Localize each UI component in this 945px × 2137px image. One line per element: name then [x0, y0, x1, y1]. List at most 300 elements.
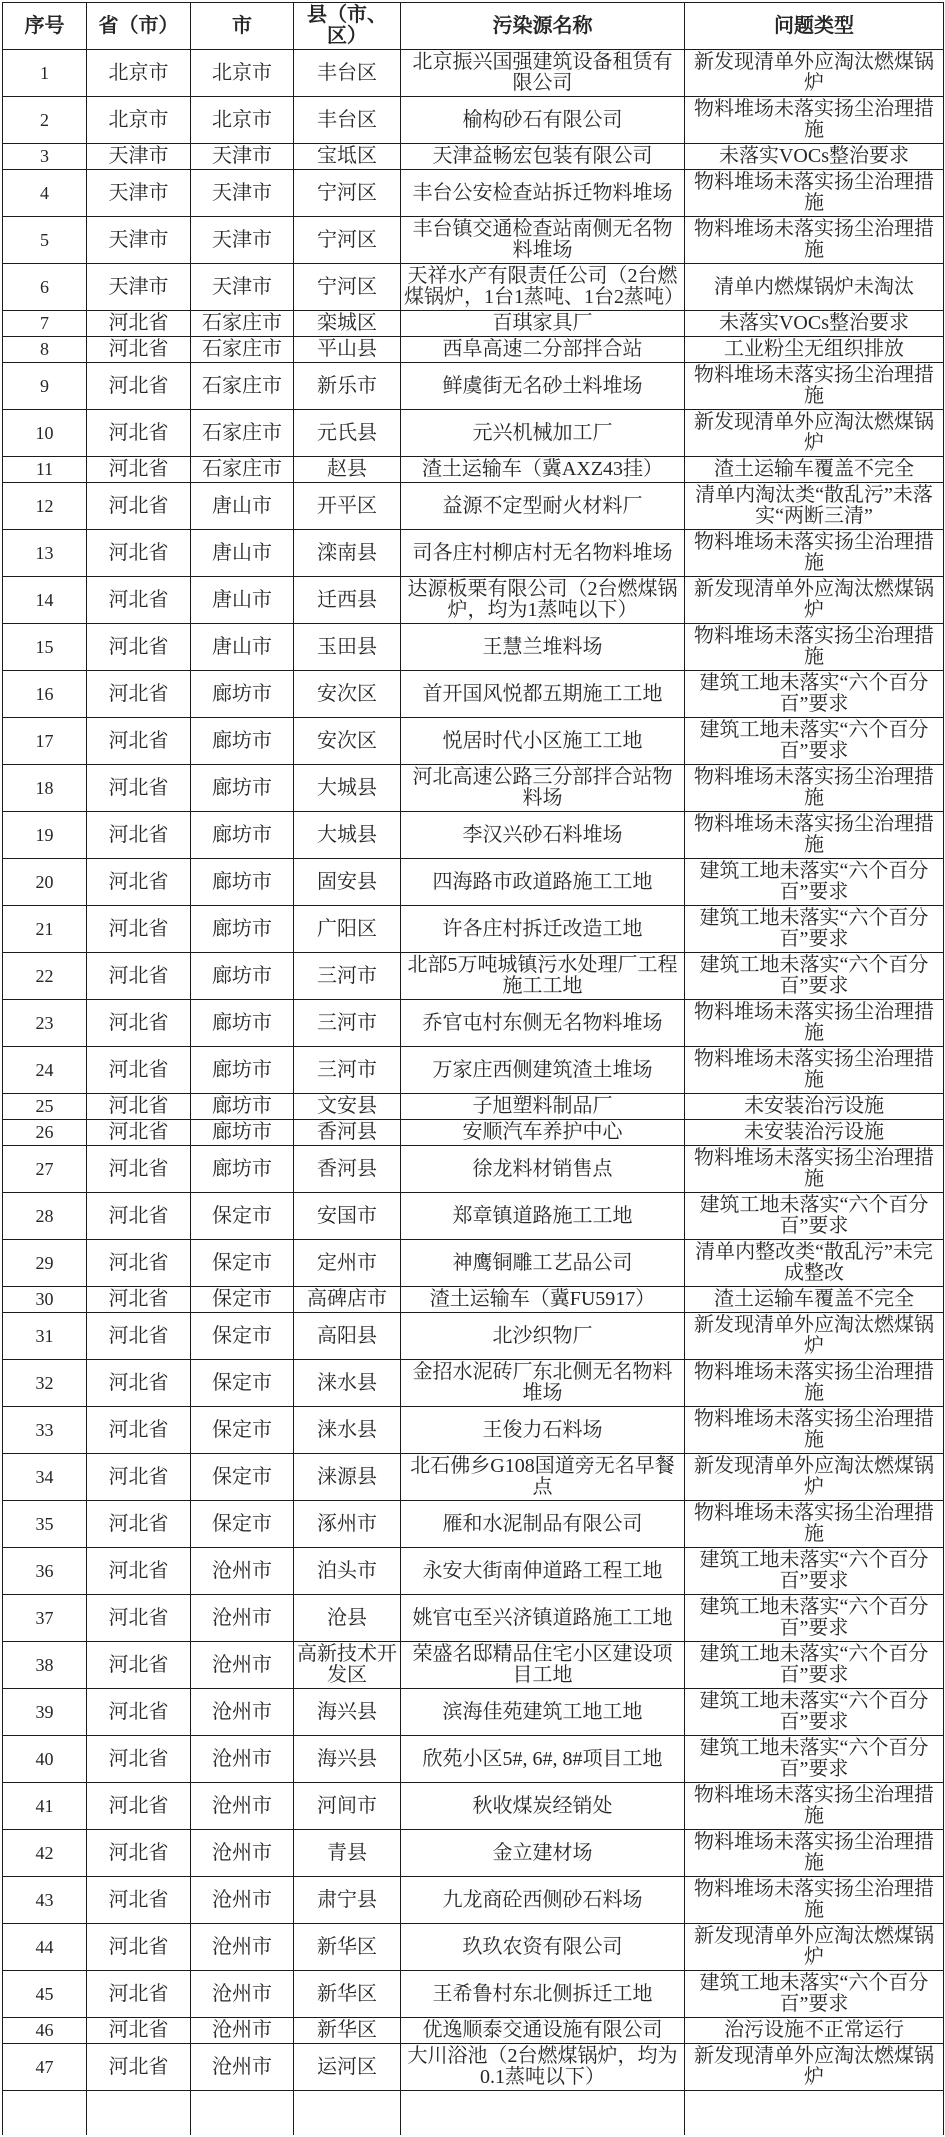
- cell-source-name: 首开国风悦都五期施工工地: [401, 671, 685, 718]
- cell-source-name: 北沙织物厂: [401, 1313, 685, 1360]
- cell-index: 42: [3, 1830, 87, 1877]
- cell-province: 河北省: [87, 1193, 191, 1240]
- cell-index: [3, 2091, 87, 2136]
- table-row: [3, 1287, 944, 1313]
- cell-city: 沧州市: [191, 1924, 294, 1971]
- cell-city: 北京市: [191, 50, 294, 97]
- cell-source-name: 王希鲁村东北侧拆迁工地: [401, 1971, 685, 2018]
- cell-problem-type: 清单内燃煤锅炉未淘汰: [685, 264, 944, 311]
- cell-province: 河北省: [87, 1595, 191, 1642]
- cell-county: 香河县: [294, 1146, 401, 1193]
- cell-province: 河北省: [87, 337, 191, 363]
- cell-problem-type: [685, 2091, 944, 2136]
- cell-city: 唐山市: [191, 530, 294, 577]
- cell-county: 海兴县: [294, 1736, 401, 1783]
- cell-problem-type: 清单内整改类“散乱污”未完成整改: [685, 1240, 944, 1287]
- table-row: [3, 1924, 944, 1971]
- cell-province: 天津市: [87, 170, 191, 217]
- cell-county: 安次区: [294, 718, 401, 765]
- table-row: [3, 264, 944, 311]
- table-row: [3, 1971, 944, 2018]
- cell-city: 唐山市: [191, 624, 294, 671]
- cell-province: 河北省: [87, 2018, 191, 2044]
- cell-province: 河北省: [87, 1783, 191, 1830]
- cell-index: 12: [3, 483, 87, 530]
- cell-county: 三河市: [294, 1000, 401, 1047]
- cell-problem-type: 物料堆场未落实扬尘治理措施: [685, 1407, 944, 1454]
- cell-province: 河北省: [87, 1830, 191, 1877]
- cell-province: 天津市: [87, 217, 191, 264]
- cell-index: 26: [3, 1120, 87, 1146]
- table-row: [3, 144, 944, 170]
- cell-city: 石家庄市: [191, 311, 294, 337]
- cell-city: 沧州市: [191, 1830, 294, 1877]
- cell-problem-type: 建筑工地未落实“六个百分百”要求: [685, 671, 944, 718]
- cell-source-name: 万家庄西侧建筑渣土堆场: [401, 1047, 685, 1094]
- cell-city: 石家庄市: [191, 410, 294, 457]
- cell-county: 丰台区: [294, 97, 401, 144]
- cell-province: 河北省: [87, 1313, 191, 1360]
- header-cell-index: 序号: [3, 3, 87, 50]
- table-row: [3, 170, 944, 217]
- cell-source-name: 滨海佳苑建筑工地工地: [401, 1689, 685, 1736]
- cell-index: 47: [3, 2044, 87, 2091]
- cell-province: 河北省: [87, 1971, 191, 2018]
- cell-city: 沧州市: [191, 1595, 294, 1642]
- cell-problem-type: 物料堆场未落实扬尘治理措施: [685, 1783, 944, 1830]
- cell-source-name: 雁和水泥制品有限公司: [401, 1501, 685, 1548]
- cell-city: 唐山市: [191, 483, 294, 530]
- cell-index: 6: [3, 264, 87, 311]
- cell-city: 保定市: [191, 1287, 294, 1313]
- cell-province: 河北省: [87, 311, 191, 337]
- cell-index: 17: [3, 718, 87, 765]
- cell-source-name: 丰台镇交通检查站南侧无名物料堆场: [401, 217, 685, 264]
- cell-county: 新华区: [294, 2018, 401, 2044]
- cell-problem-type: 建筑工地未落实“六个百分百”要求: [685, 1595, 944, 1642]
- cell-city: 保定市: [191, 1407, 294, 1454]
- cell-county: 运河区: [294, 2044, 401, 2091]
- cell-province: 河北省: [87, 1360, 191, 1407]
- cell-county: 涞源县: [294, 1454, 401, 1501]
- cell-problem-type: 建筑工地未落实“六个百分百”要求: [685, 1689, 944, 1736]
- cell-index: 18: [3, 765, 87, 812]
- table-row: [3, 457, 944, 483]
- cell-problem-type: 物料堆场未落实扬尘治理措施: [685, 1501, 944, 1548]
- cell-province: 河北省: [87, 1736, 191, 1783]
- cell-city: 沧州市: [191, 1689, 294, 1736]
- cell-source-name: 金招水泥砖厂东北侧无名物料堆场: [401, 1360, 685, 1407]
- table-row: [3, 1360, 944, 1407]
- cell-problem-type: 未落实VOCs整治要求: [685, 311, 944, 337]
- table-row: [3, 1595, 944, 1642]
- cell-problem-type: 物料堆场未落实扬尘治理措施: [685, 170, 944, 217]
- cell-source-name: 北京振兴国强建筑设备租赁有限公司: [401, 50, 685, 97]
- table-body: [3, 50, 944, 2136]
- cell-county: 开平区: [294, 483, 401, 530]
- cell-county: 新乐市: [294, 363, 401, 410]
- cell-county: 元氏县: [294, 410, 401, 457]
- table-row: [3, 1548, 944, 1595]
- cell-city: 石家庄市: [191, 363, 294, 410]
- cell-province: 河北省: [87, 1548, 191, 1595]
- cell-county: 安次区: [294, 671, 401, 718]
- cell-index: 33: [3, 1407, 87, 1454]
- header-row: [3, 3, 944, 50]
- table-row: [3, 1193, 944, 1240]
- cell-problem-type: 建筑工地未落实“六个百分百”要求: [685, 906, 944, 953]
- cell-province: 河北省: [87, 859, 191, 906]
- cell-source-name: 优逸顺泰交通设施有限公司: [401, 2018, 685, 2044]
- cell-index: 15: [3, 624, 87, 671]
- header-cell-source-name: 污染源名称: [401, 3, 685, 50]
- cell-source-name: 王慧兰堆料场: [401, 624, 685, 671]
- cell-city: 北京市: [191, 97, 294, 144]
- cell-index: 11: [3, 457, 87, 483]
- cell-source-name: 安顺汽车养护中心: [401, 1120, 685, 1146]
- cell-city: 廊坊市: [191, 671, 294, 718]
- cell-county: 丰台区: [294, 50, 401, 97]
- cell-county: 新华区: [294, 1924, 401, 1971]
- cell-county: 沧县: [294, 1595, 401, 1642]
- cell-index: 25: [3, 1094, 87, 1120]
- cell-county: 固安县: [294, 859, 401, 906]
- cell-index: 4: [3, 170, 87, 217]
- cell-index: 43: [3, 1877, 87, 1924]
- table-row: [3, 2018, 944, 2044]
- cell-county: 宝坻区: [294, 144, 401, 170]
- cell-source-name: 西阜高速二分部拌合站: [401, 337, 685, 363]
- cell-county: 滦南县: [294, 530, 401, 577]
- cell-problem-type: 物料堆场未落实扬尘治理措施: [685, 530, 944, 577]
- cell-index: 9: [3, 363, 87, 410]
- cell-index: 35: [3, 1501, 87, 1548]
- cell-province: 河北省: [87, 1689, 191, 1736]
- cell-county: 高阳县: [294, 1313, 401, 1360]
- cell-city: 保定市: [191, 1360, 294, 1407]
- cell-province: 河北省: [87, 577, 191, 624]
- table-row: [3, 1877, 944, 1924]
- cell-city: 沧州市: [191, 1971, 294, 2018]
- partial-row-cutoff: [3, 2091, 944, 2136]
- header-cell-problem-type: 问题类型: [685, 3, 944, 50]
- cell-county: 新华区: [294, 1971, 401, 2018]
- table-row: [3, 812, 944, 859]
- cell-province: 河北省: [87, 2044, 191, 2091]
- table-row: [3, 953, 944, 1000]
- cell-province: 河北省: [87, 624, 191, 671]
- cell-province: 河北省: [87, 410, 191, 457]
- cell-province: 河北省: [87, 457, 191, 483]
- cell-province: 河北省: [87, 1924, 191, 1971]
- cell-source-name: 玖玖农资有限公司: [401, 1924, 685, 1971]
- header-cell-province: 省（市）: [87, 3, 191, 50]
- cell-problem-type: 新发现清单外应淘汰燃煤锅炉: [685, 1454, 944, 1501]
- cell-province: 河北省: [87, 1642, 191, 1689]
- table-row: [3, 410, 944, 457]
- cell-index: 41: [3, 1783, 87, 1830]
- cell-source-name: 悦居时代小区施工工地: [401, 718, 685, 765]
- cell-province: 河北省: [87, 1240, 191, 1287]
- cell-province: 河北省: [87, 363, 191, 410]
- table-row: [3, 1830, 944, 1877]
- cell-problem-type: 物料堆场未落实扬尘治理措施: [685, 624, 944, 671]
- cell-index: 31: [3, 1313, 87, 1360]
- table-row: [3, 483, 944, 530]
- cell-index: 37: [3, 1595, 87, 1642]
- cell-county: 涞水县: [294, 1407, 401, 1454]
- cell-index: 46: [3, 2018, 87, 2044]
- table-row: [3, 1240, 944, 1287]
- table-row: [3, 1047, 944, 1094]
- cell-problem-type: 清单内淘汰类“散乱污”未落实“两断三清”: [685, 483, 944, 530]
- cell-source-name: 秋收煤炭经销处: [401, 1783, 685, 1830]
- cell-county: 三河市: [294, 1047, 401, 1094]
- cell-city: 天津市: [191, 264, 294, 311]
- cell-province: 河北省: [87, 1146, 191, 1193]
- cell-index: 10: [3, 410, 87, 457]
- cell-city: 保定市: [191, 1240, 294, 1287]
- table-row: [3, 1094, 944, 1120]
- cell-city: 天津市: [191, 170, 294, 217]
- cell-province: 天津市: [87, 264, 191, 311]
- cell-index: 20: [3, 859, 87, 906]
- cell-source-name: 子旭塑料制品厂: [401, 1094, 685, 1120]
- cell-problem-type: 物料堆场未落实扬尘治理措施: [685, 1360, 944, 1407]
- cell-source-name: 永安大街南伸道路工程工地: [401, 1548, 685, 1595]
- cell-index: 29: [3, 1240, 87, 1287]
- cell-province: [87, 2091, 191, 2136]
- cell-county: 赵县: [294, 457, 401, 483]
- cell-county: 涞水县: [294, 1360, 401, 1407]
- cell-problem-type: 建筑工地未落实“六个百分百”要求: [685, 1642, 944, 1689]
- cell-source-name: 司各庄村柳店村无名物料堆场: [401, 530, 685, 577]
- cell-source-name: 河北高速公路三分部拌合站物料场: [401, 765, 685, 812]
- cell-county: 高新技术开发区: [294, 1642, 401, 1689]
- table-row: [3, 1642, 944, 1689]
- cell-county: 高碑店市: [294, 1287, 401, 1313]
- cell-city: 沧州市: [191, 1548, 294, 1595]
- cell-source-name: 金立建材场: [401, 1830, 685, 1877]
- cell-county: 海兴县: [294, 1689, 401, 1736]
- cell-index: 8: [3, 337, 87, 363]
- cell-county: 迁西县: [294, 577, 401, 624]
- cell-index: 21: [3, 906, 87, 953]
- cell-province: 河北省: [87, 1287, 191, 1313]
- cell-problem-type: 物料堆场未落实扬尘治理措施: [685, 217, 944, 264]
- cell-county: 宁河区: [294, 264, 401, 311]
- header-cell-county: 县（市、区）: [294, 3, 401, 50]
- cell-county: 定州市: [294, 1240, 401, 1287]
- cell-source-name: 北部5万吨城镇污水处理厂工程施工工地: [401, 953, 685, 1000]
- cell-source-name: 益源不定型耐火材料厂: [401, 483, 685, 530]
- cell-county: 栾城区: [294, 311, 401, 337]
- cell-source-name: 天祥水产有限责任公司（2台燃煤锅炉，1台1蒸吨、1台2蒸吨）: [401, 264, 685, 311]
- cell-index: 23: [3, 1000, 87, 1047]
- cell-index: 44: [3, 1924, 87, 1971]
- cell-index: 24: [3, 1047, 87, 1094]
- cell-city: 沧州市: [191, 2018, 294, 2044]
- cell-province: 北京市: [87, 50, 191, 97]
- cell-city: 廊坊市: [191, 718, 294, 765]
- cell-problem-type: 物料堆场未落实扬尘治理措施: [685, 765, 944, 812]
- cell-source-name: 许各庄村拆迁改造工地: [401, 906, 685, 953]
- cell-index: 3: [3, 144, 87, 170]
- cell-province: 河北省: [87, 1877, 191, 1924]
- cell-city: 天津市: [191, 217, 294, 264]
- cell-city: 沧州市: [191, 1877, 294, 1924]
- cell-source-name: 徐龙料材销售点: [401, 1146, 685, 1193]
- cell-index: 2: [3, 97, 87, 144]
- cell-index: 36: [3, 1548, 87, 1595]
- table-row: [3, 217, 944, 264]
- cell-index: 39: [3, 1689, 87, 1736]
- cell-problem-type: 物料堆场未落实扬尘治理措施: [685, 363, 944, 410]
- cell-problem-type: 渣土运输车覆盖不完全: [685, 457, 944, 483]
- cell-county: 香河县: [294, 1120, 401, 1146]
- cell-source-name: 榆构砂石有限公司: [401, 97, 685, 144]
- cell-city: 唐山市: [191, 577, 294, 624]
- cell-problem-type: 新发现清单外应淘汰燃煤锅炉: [685, 50, 944, 97]
- cell-source-name: 元兴机械加工厂: [401, 410, 685, 457]
- cell-province: 河北省: [87, 718, 191, 765]
- cell-problem-type: 新发现清单外应淘汰燃煤锅炉: [685, 2044, 944, 2091]
- cell-city: 沧州市: [191, 1783, 294, 1830]
- cell-province: 河北省: [87, 1454, 191, 1501]
- table-row: [3, 530, 944, 577]
- cell-problem-type: 新发现清单外应淘汰燃煤锅炉: [685, 1313, 944, 1360]
- table-row: [3, 671, 944, 718]
- cell-problem-type: 物料堆场未落实扬尘治理措施: [685, 812, 944, 859]
- cell-index: 32: [3, 1360, 87, 1407]
- cell-index: 19: [3, 812, 87, 859]
- cell-index: 13: [3, 530, 87, 577]
- table-row: [3, 577, 944, 624]
- cell-problem-type: 建筑工地未落实“六个百分百”要求: [685, 859, 944, 906]
- cell-source-name: 王俊力石料场: [401, 1407, 685, 1454]
- cell-province: 河北省: [87, 1120, 191, 1146]
- cell-source-name: 四海路市政道路施工工地: [401, 859, 685, 906]
- cell-source-name: 乔官屯村东侧无名物料堆场: [401, 1000, 685, 1047]
- cell-problem-type: 物料堆场未落实扬尘治理措施: [685, 97, 944, 144]
- cell-problem-type: 未安装治污设施: [685, 1094, 944, 1120]
- cell-source-name: 渣土运输车（冀FU5917）: [401, 1287, 685, 1313]
- table-row: [3, 311, 944, 337]
- cell-province: 河北省: [87, 906, 191, 953]
- cell-problem-type: 建筑工地未落实“六个百分百”要求: [685, 1971, 944, 2018]
- cell-county: 平山县: [294, 337, 401, 363]
- cell-city: 廊坊市: [191, 859, 294, 906]
- cell-province: 河北省: [87, 671, 191, 718]
- cell-city: 廊坊市: [191, 765, 294, 812]
- table-row: [3, 363, 944, 410]
- cell-source-name: 九龙商砼西侧砂石料场: [401, 1877, 685, 1924]
- cell-county: 涿州市: [294, 1501, 401, 1548]
- cell-county: 广阳区: [294, 906, 401, 953]
- cell-city: 沧州市: [191, 2044, 294, 2091]
- cell-province: 河北省: [87, 953, 191, 1000]
- cell-problem-type: 未安装治污设施: [685, 1120, 944, 1146]
- cell-source-name: 大川浴池（2台燃煤锅炉，均为0.1蒸吨以下）: [401, 2044, 685, 2091]
- table-row: [3, 1120, 944, 1146]
- cell-county: 泊头市: [294, 1548, 401, 1595]
- cell-city: 石家庄市: [191, 337, 294, 363]
- cell-index: 40: [3, 1736, 87, 1783]
- cell-province: 河北省: [87, 1407, 191, 1454]
- cell-city: 保定市: [191, 1193, 294, 1240]
- table-row: [3, 906, 944, 953]
- cell-city: [191, 2091, 294, 2136]
- cell-city: 廊坊市: [191, 1146, 294, 1193]
- cell-problem-type: 建筑工地未落实“六个百分百”要求: [685, 953, 944, 1000]
- cell-city: 保定市: [191, 1501, 294, 1548]
- table-header: [3, 3, 944, 50]
- cell-index: 7: [3, 311, 87, 337]
- cell-city: 保定市: [191, 1454, 294, 1501]
- cell-county: 玉田县: [294, 624, 401, 671]
- cell-problem-type: 物料堆场未落实扬尘治理措施: [685, 1047, 944, 1094]
- cell-source-name: 达源板栗有限公司（2台燃煤锅炉，均为1蒸吨以下）: [401, 577, 685, 624]
- cell-source-name: 渣土运输车（冀AXZ43挂）: [401, 457, 685, 483]
- table-row: [3, 50, 944, 97]
- table-row: [3, 765, 944, 812]
- cell-province: 河北省: [87, 1094, 191, 1120]
- table-row: [3, 1736, 944, 1783]
- cell-source-name: 神鹰铜雕工艺品公司: [401, 1240, 685, 1287]
- cell-province: 河北省: [87, 765, 191, 812]
- cell-index: 27: [3, 1146, 87, 1193]
- table-row: [3, 1501, 944, 1548]
- cell-problem-type: 物料堆场未落实扬尘治理措施: [685, 1877, 944, 1924]
- cell-county: 河间市: [294, 1783, 401, 1830]
- table-row: [3, 1146, 944, 1193]
- cell-problem-type: 建筑工地未落实“六个百分百”要求: [685, 718, 944, 765]
- table-row: [3, 1454, 944, 1501]
- cell-problem-type: 新发现清单外应淘汰燃煤锅炉: [685, 1924, 944, 1971]
- cell-province: 河北省: [87, 483, 191, 530]
- cell-problem-type: 建筑工地未落实“六个百分百”要求: [685, 1548, 944, 1595]
- cell-problem-type: 治污设施不正常运行: [685, 2018, 944, 2044]
- cell-city: 廊坊市: [191, 1120, 294, 1146]
- cell-county: 安国市: [294, 1193, 401, 1240]
- cell-problem-type: 物料堆场未落实扬尘治理措施: [685, 1830, 944, 1877]
- cell-problem-type: 工业粉尘无组织排放: [685, 337, 944, 363]
- cell-city: 天津市: [191, 144, 294, 170]
- cell-index: 30: [3, 1287, 87, 1313]
- cell-city: 廊坊市: [191, 1047, 294, 1094]
- pollution-source-table: [2, 2, 944, 2135]
- cell-province: 河北省: [87, 812, 191, 859]
- cell-province: 北京市: [87, 97, 191, 144]
- cell-county: 宁河区: [294, 217, 401, 264]
- table-row: [3, 624, 944, 671]
- cell-province: 河北省: [87, 1047, 191, 1094]
- cell-province: 河北省: [87, 1000, 191, 1047]
- cell-source-name: 欣苑小区5#, 6#, 8#项目工地: [401, 1736, 685, 1783]
- cell-province: 河北省: [87, 1501, 191, 1548]
- cell-city: 廊坊市: [191, 812, 294, 859]
- table-row: [3, 1000, 944, 1047]
- cell-city: 廊坊市: [191, 1000, 294, 1047]
- table-row: [3, 1783, 944, 1830]
- header-cell-city: 市: [191, 3, 294, 50]
- cell-index: 5: [3, 217, 87, 264]
- cell-county: 大城县: [294, 812, 401, 859]
- table-row: [3, 1313, 944, 1360]
- cell-index: 16: [3, 671, 87, 718]
- cell-source-name: 鲜虞街无名砂土料堆场: [401, 363, 685, 410]
- cell-problem-type: 物料堆场未落实扬尘治理措施: [685, 1146, 944, 1193]
